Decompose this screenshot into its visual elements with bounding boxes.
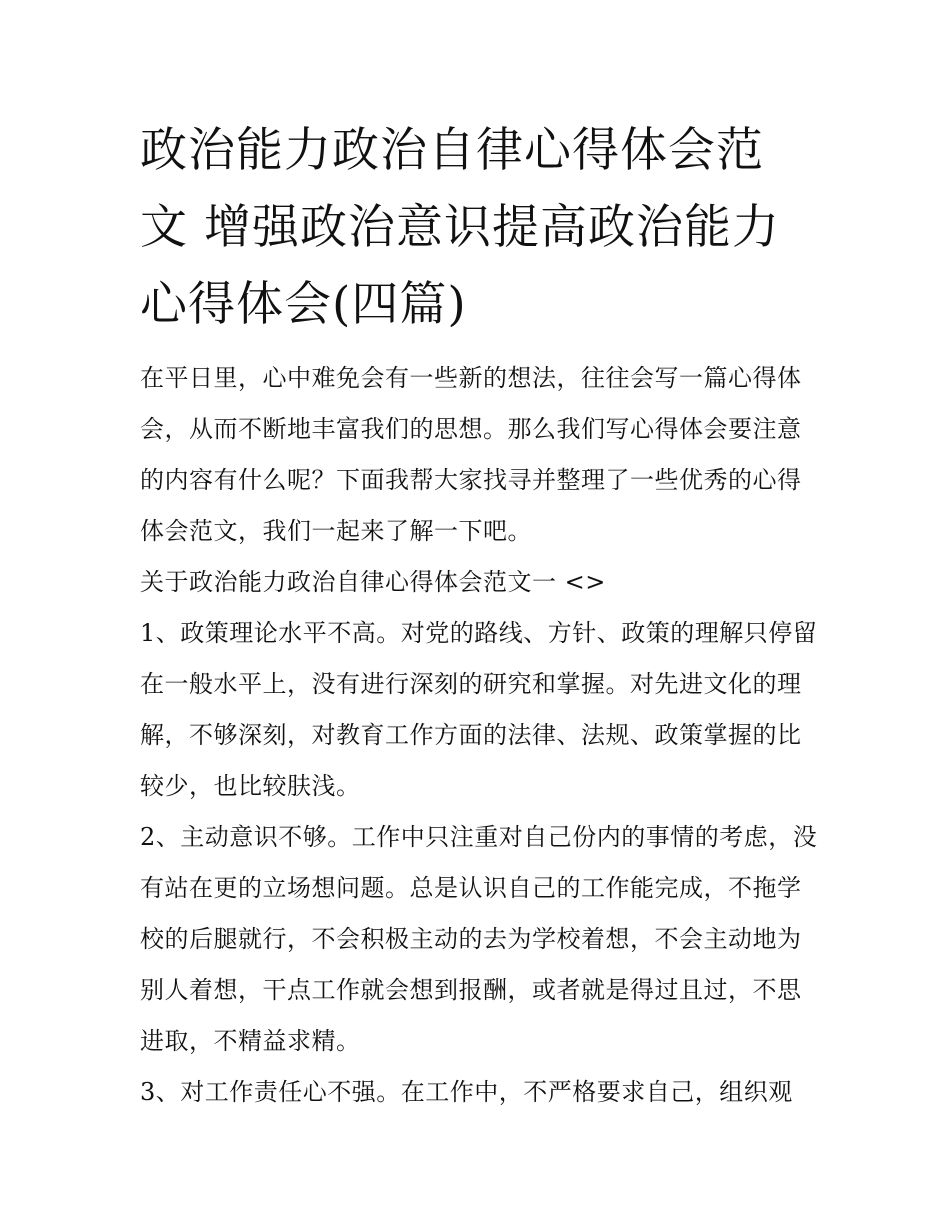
title-line: 文 增强政治意识提高政治能力 (140, 200, 780, 255)
title-line: 政治能力政治自律心得体会范 (140, 123, 764, 178)
title-line: 心得体会(四篇) (140, 277, 467, 332)
body-paragraph: 3、对工作责任心不强。在工作中，不严格要求自己，组织观 (140, 1078, 793, 1106)
body-paragraph: 1、政策理论水平不高。对党的路线、方针、政策的理解只停留在一般水平上，没有进行深刻的研究和掌握。对先进文化的理解，不够深刻，对教育工作方面的法律、法规、政策掌握的比较少，也比较肤浅。 (140, 619, 818, 800)
intro-paragraph: 在平日里，心中难免会有一些新的想法，往往会写一篇心得体会，从而不断地丰富我们的思想。那么我们写心得体会要注意的内容有什么呢？下面我帮大家找寻并整理了一些优秀的心得体会范文，我们一起来了解一下吧。 (140, 364, 802, 545)
body-paragraph: 2、主动意识不够。工作中只注重对自己份内的事情的考虑，没有站在更的立场想问题。总是认识自己的工作能完成，不拖学校的后腿就行，不会积极主动的去为学校着想，不会主动地为别人着想，干点工作就会想到报酬，或者就是得过且过，不思进取，不精益求精。 (140, 823, 818, 1055)
document-body (140, 112, 820, 1118)
section-heading: 关于政治能力政治自律心得体会范文一 <> (140, 568, 606, 596)
document-title (140, 112, 820, 343)
